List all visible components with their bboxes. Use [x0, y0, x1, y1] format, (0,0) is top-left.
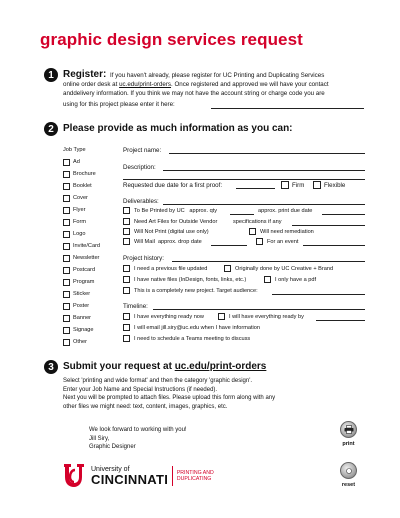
firm-label: Firm [292, 182, 305, 189]
checkbox[interactable] [63, 243, 70, 250]
job-type-item[interactable]: Newsletter [63, 252, 118, 264]
history-field[interactable] [172, 261, 365, 262]
flexible-checkbox[interactable] [313, 181, 321, 189]
uc-mark-icon [62, 462, 88, 490]
section-number-1: 1 [44, 68, 58, 82]
print-by-uc-checkbox[interactable] [123, 207, 130, 214]
job-type-item[interactable]: Cover [63, 192, 118, 204]
job-type-item[interactable]: Sticker [63, 288, 118, 300]
section-number-3: 3 [44, 360, 58, 374]
for-event-checkbox[interactable] [256, 238, 263, 245]
original-done-checkbox[interactable] [224, 265, 231, 272]
register-text-line1: If you haven't already, please register for UC Printing and Duplicating Services [110, 72, 325, 79]
checkbox[interactable] [63, 339, 70, 346]
job-type-item[interactable]: Program [63, 276, 118, 288]
print-label: print [342, 441, 355, 447]
submit-instructions: Select 'printing and wide format' and then the category 'graphic design'. Enter your Job Name and Special Instructions (if needed). Next you will be prompted to attach files. Please upload this form along with any other files we might need: text, content, images, graphics, etc. [63, 378, 276, 410]
ready-by-field[interactable] [316, 320, 365, 321]
checkbox[interactable] [63, 279, 70, 286]
art-files-label: Need Art Files for Outside Vendor [134, 219, 218, 225]
checkbox[interactable] [63, 195, 70, 202]
drop-date-field[interactable] [211, 245, 247, 246]
approx-qty-field[interactable] [230, 214, 254, 215]
checkbox[interactable] [63, 327, 70, 334]
project-name-label: Project name: [123, 147, 162, 154]
job-type-item[interactable]: Logo [63, 228, 118, 240]
print-by-uc-label: To Be Printed by UC approx. qty [134, 208, 218, 214]
job-type-item[interactable]: Poster [63, 300, 118, 312]
checkbox[interactable] [63, 171, 70, 178]
checkbox[interactable] [63, 219, 70, 226]
native-files-checkbox[interactable] [123, 276, 130, 283]
register-text-line4: using for this project please enter it here: [63, 101, 175, 108]
project-name-field[interactable] [169, 153, 365, 154]
checkbox[interactable] [63, 231, 70, 238]
job-type-item[interactable]: Postcard [63, 264, 118, 276]
will-mail-checkbox[interactable] [123, 238, 130, 245]
section-number-2: 2 [44, 122, 58, 136]
timeline-label: Timeline: [123, 303, 148, 310]
for-event-label: For an event [267, 239, 299, 245]
firm-checkbox[interactable] [281, 181, 289, 189]
checkbox[interactable] [63, 255, 70, 262]
job-type-item[interactable]: Signage [63, 324, 118, 336]
checkbox[interactable] [63, 303, 70, 310]
job-type-item[interactable]: Banner [63, 312, 118, 324]
register-heading: Register: [63, 69, 107, 80]
due-date-field[interactable] [236, 188, 275, 189]
native-files-label: I have native files (InDesign, fonts, links, etc.) [134, 277, 247, 283]
checkbox[interactable] [63, 267, 70, 274]
will-not-print-label: Will Not Print (digital use only) [134, 229, 209, 235]
due-date-label: Requested due date for a first proof: [123, 182, 223, 189]
new-project-checkbox[interactable] [123, 287, 130, 294]
everything-now-label: I have everything ready now [134, 314, 204, 320]
deliverables-field[interactable] [163, 204, 365, 205]
will-not-print-checkbox[interactable] [123, 228, 130, 235]
teams-checkbox[interactable] [123, 335, 130, 342]
specs-label: specifications if any [233, 219, 282, 225]
only-pdf-checkbox[interactable] [264, 276, 271, 283]
job-type-item[interactable]: Flyer [63, 204, 118, 216]
job-type-item[interactable]: Booklet [63, 180, 118, 192]
checkbox[interactable] [63, 315, 70, 322]
flexible-label: Flexible [324, 182, 346, 189]
remediation-label: Will need remediation [260, 229, 314, 235]
target-audience-field[interactable] [272, 294, 365, 295]
description-field-1[interactable] [163, 170, 365, 171]
approx-print-due-label: approx. print due date [258, 208, 313, 214]
ready-by-label: I will have everything ready by [229, 314, 304, 320]
reset-button[interactable] [340, 462, 357, 479]
will-mail-label: Will Mail approx. drop date [134, 239, 202, 245]
event-field[interactable] [303, 245, 365, 246]
checkbox[interactable] [63, 291, 70, 298]
approx-print-due-field[interactable] [322, 214, 365, 215]
reset-icon [345, 467, 353, 475]
job-type-item[interactable]: Brochure [63, 168, 118, 180]
uc-logo [62, 462, 214, 490]
job-type-list [63, 156, 118, 348]
history-label: Project history: [123, 255, 164, 262]
page-title: graphic design services request [40, 30, 303, 49]
previous-file-checkbox[interactable] [123, 265, 130, 272]
description-field-2[interactable] [123, 179, 365, 180]
art-files-checkbox[interactable] [123, 218, 130, 225]
department-name: PRINTING AND DUPLICATING [176, 469, 214, 482]
teams-label: I need to schedule a Teams meeting to discuss [134, 336, 251, 342]
job-type-item[interactable]: Form [63, 216, 118, 228]
signoff: We look forward to working with you! Jill Siry, Graphic Designer [89, 427, 187, 451]
register-text-line3: anddelivery information. If you think we may not have the account string or charge code you are [63, 90, 325, 97]
only-pdf-label: I only have a pdf [275, 277, 317, 283]
description-label: Description: [123, 164, 156, 171]
will-email-label: I will email jill.siry@uc.edu when I have information [134, 325, 260, 331]
logo-divider [172, 466, 173, 486]
will-email-checkbox[interactable] [123, 324, 130, 331]
printer-icon [344, 425, 354, 434]
submit-heading: Submit your request at uc.edu/print-orders [63, 361, 267, 372]
specs-field[interactable] [292, 225, 365, 226]
checkbox[interactable] [63, 159, 70, 166]
everything-now-checkbox[interactable] [123, 313, 130, 320]
job-type-label: Job Type [63, 147, 86, 153]
job-type-item[interactable]: Invite/Card [63, 240, 118, 252]
deliverables-label: Deliverables: [123, 198, 159, 205]
print-orders-link[interactable]: uc.edu/print-orders [119, 81, 172, 88]
new-project-label: This is a completely new project. Target audience: [134, 288, 258, 294]
register-text-line2: online order desk at uc.edu/print-orders. Once registered and approved we will have your contact [63, 81, 329, 88]
remediation-checkbox[interactable] [249, 228, 256, 235]
timeline-field[interactable] [153, 309, 365, 310]
uc-wordmark: University of CINCINNATI [91, 466, 169, 487]
checkbox[interactable] [63, 207, 70, 214]
ready-by-checkbox[interactable] [218, 313, 225, 320]
previous-file-label: I need a previous file updated [134, 266, 208, 272]
print-button[interactable] [340, 421, 357, 438]
submit-link[interactable]: uc.edu/print-orders [174, 361, 267, 372]
original-done-label: Originally done by UC Creative + Brand [235, 266, 334, 272]
job-type-item[interactable]: Ad [63, 156, 118, 168]
account-string-field[interactable] [211, 108, 364, 109]
checkbox[interactable] [63, 183, 70, 190]
job-type-item[interactable]: Other [63, 336, 118, 348]
info-heading: Please provide as much information as you can: [63, 123, 293, 134]
reset-label: reset [341, 482, 356, 488]
